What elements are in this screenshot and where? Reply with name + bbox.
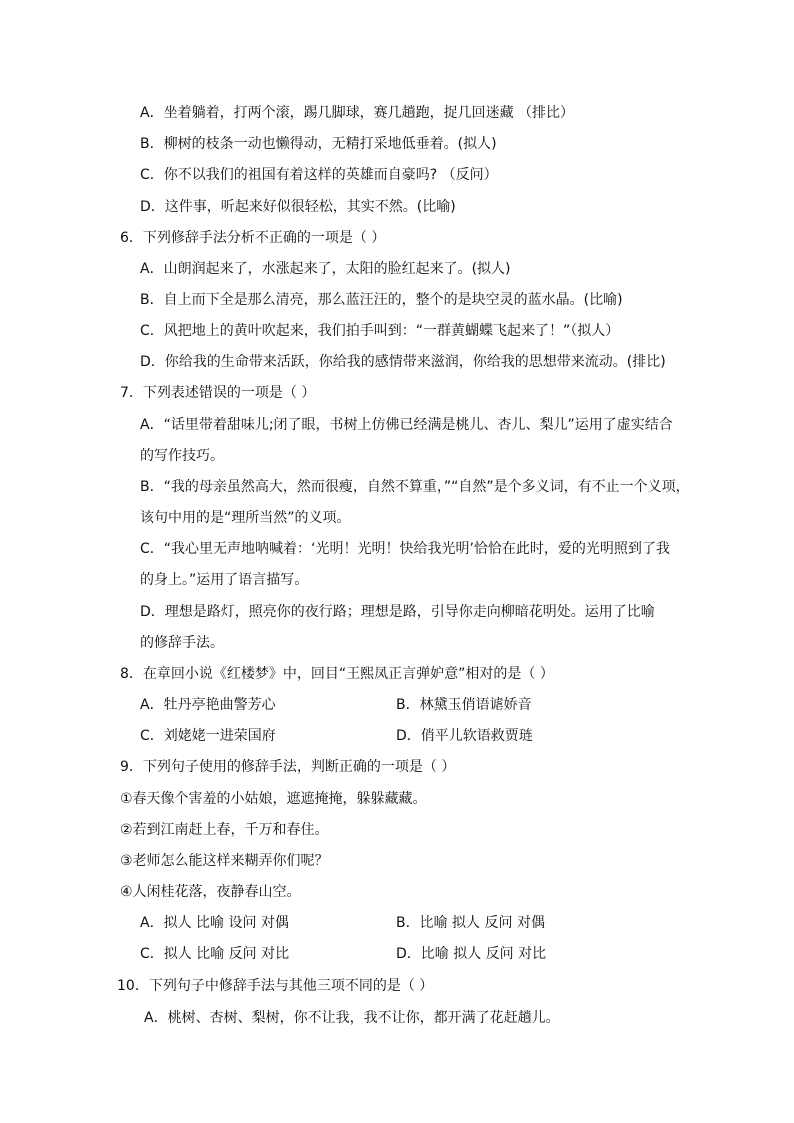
q5-option-a: A．坐着躺着，打两个滚，踢几脚球，赛几趟跑，捉几回迷藏 （排比） bbox=[140, 105, 575, 121]
q7-option-d-line2: 的修辞手法。 bbox=[140, 635, 224, 651]
q5-option-d: D．这件事，听起来好似很轻松，其实不然。(比喻) bbox=[140, 199, 456, 215]
q7-option-d-line1: D．理想是路灯，照亮你的夜行路；理想是路，引导你走向柳暗花明处。运用了比喻 bbox=[140, 604, 655, 620]
q5-option-c: C．你不以我们的祖国有着这样的英雄而自豪吗? （反问） bbox=[140, 167, 498, 183]
q10-option-a: A．桃树、杏树、梨树，你不让我，我不让你，都开满了花赶趟儿。 bbox=[144, 1010, 560, 1026]
q7-option-a-line1: A．“话里带着甜味儿;闭了眼，书树上仿佛已经满是桃儿、杏儿、梨儿”运用了虚实结合 bbox=[140, 417, 673, 433]
q9-option-d: D．比喻 拟人 反问 对比 bbox=[396, 946, 547, 962]
q9-sentence-3: ③老师怎么能这样来糊弄你们呢？ bbox=[120, 853, 329, 869]
q8-option-b: B．林黛玉俏语谑娇音 bbox=[396, 697, 532, 713]
q7-option-b-line1: B．“我的母亲虽然高大，然而很瘦，自然不算重，”“自然”是个多义词，有不止一个义项， bbox=[140, 479, 690, 495]
q9-sentence-1: ①春天像个害羞的小姑娘，遮遮掩掩，躲躲藏藏。 bbox=[120, 791, 427, 807]
q10-stem: 10．下列句子中修辞手法与其他三项不同的是（ ） bbox=[117, 978, 434, 994]
q7-option-c-line2: 的身上。”运用了语言描写。 bbox=[140, 572, 309, 588]
q7-option-b-line2: 该句中用的是“理所当然”的义项。 bbox=[140, 510, 351, 526]
q7-option-c-line1: C．“我心里无声地呐喊着：‘光明！光明！快给我光明’恰恰在此时，爱的光明照到了我 bbox=[140, 541, 670, 557]
q9-option-b: B．比喻 拟人 反问 对偶 bbox=[396, 915, 545, 931]
q6-stem: 6．下列修辞手法分析不正确的一项是（ ） bbox=[120, 230, 386, 246]
q7-stem: 7．下列表述错误的一项是（ ） bbox=[120, 385, 316, 401]
q9-sentence-4: ④人闲桂花落，夜静春山空。 bbox=[120, 884, 301, 900]
q7-option-a-line2: 的写作技巧。 bbox=[140, 448, 224, 464]
q8-stem: 8．在章回小说《红楼梦》中，回目“王熙凤正言弹妒意”相对的是（ ） bbox=[120, 666, 554, 682]
q6-option-a: A．山朗润起来了，水涨起来了，太阳的脸红起来了。(拟人) bbox=[140, 261, 511, 277]
q6-option-b: B．自上而下全是那么清亮，那么蓝汪汪的，整个的是块空灵的蓝水晶。(比喻) bbox=[140, 292, 623, 308]
q9-option-c: C．拟人 比喻 反问 对比 bbox=[140, 946, 290, 962]
q8-option-a: A．牡丹亭艳曲警芳心 bbox=[140, 697, 276, 713]
q8-option-d: D．俏平儿软语救贾琏 bbox=[396, 728, 533, 744]
q6-option-c: C．风把地上的黄叶吹起来，我们拍手叫到：“一群黄蝴蝶飞起来了！”（拟人） bbox=[140, 323, 620, 339]
q8-option-c: C．刘姥姥一进荣国府 bbox=[140, 728, 276, 744]
q5-option-b: B．柳树的枝条一动也懒得动，无精打采地低垂着。(拟人) bbox=[140, 136, 497, 152]
q6-option-d: D．你给我的生命带来活跃，你给我的感情带来滋润，你给我的思想带来流动。(排比) bbox=[140, 354, 666, 370]
q9-sentence-2: ②若到江南赶上春，千万和春住。 bbox=[120, 822, 329, 838]
q9-stem: 9．下列句子使用的修辞手法，判断正确的一项是（ ） bbox=[120, 759, 456, 775]
q9-option-a: A．拟人 比喻 设问 对偶 bbox=[140, 915, 289, 931]
